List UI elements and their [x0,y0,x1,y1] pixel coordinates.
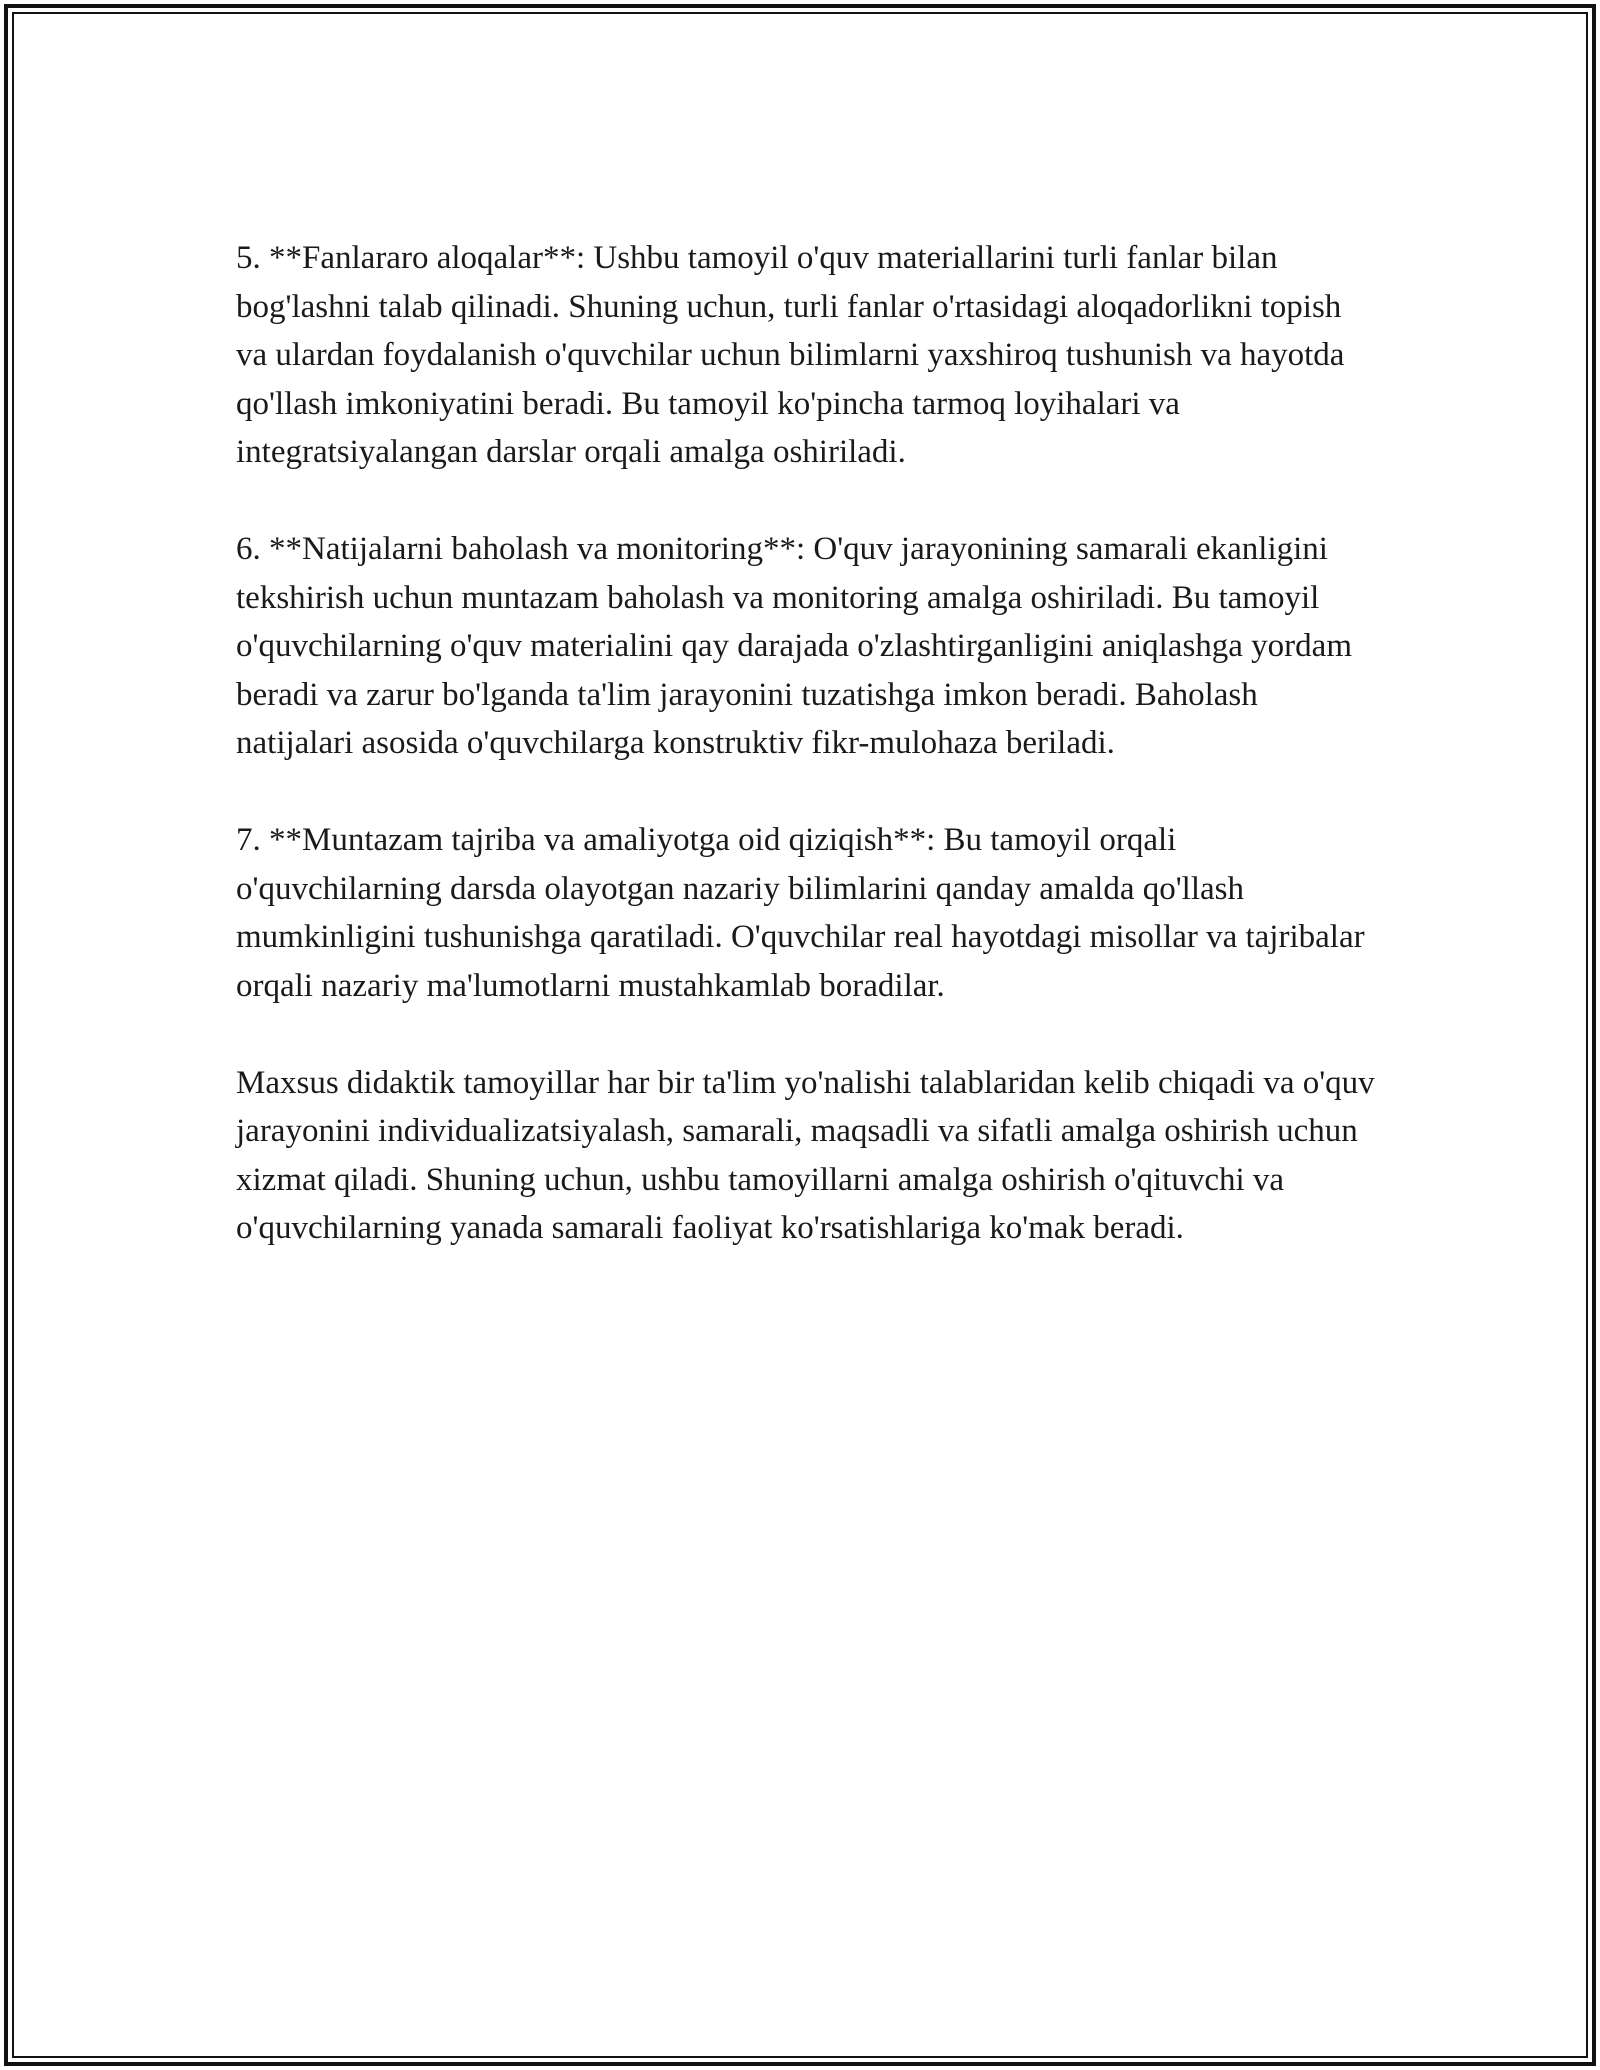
document-body [236,234,1376,1301]
paragraph-special-principles-summary: Maxsus didaktik tamoyillar har bir ta'lim yo'nalishi talablaridan kelib chiqadi va o'quv jarayonini individualizatsiyalash, samarali, maqsadli va sifatli amalga oshirish uchun xizmat qiladi. Shuning uchun, ushbu tamoyillarni amalga oshirish o'qituvchi va o'quvchilarning yanada samarali faoliyat ko'rsatishlariga ko'mak beradi. [236,1064,1375,1246]
paragraph-practice-interest: 7. **Muntazam tajriba va amaliyotga oid qiziqish**: Bu tamoyil orqali o'quvchilarning darsda olayotgan nazariy bilimlarini qanday amalda qo'llash mumkinligini tushunishga qaratiladi. O'quvchilar real hayotdagi misollar va tajribalar orqali nazariy ma'lumotlarni mustahkamlab boradilar. [236,822,1365,1004]
paragraph-assessment-monitoring: 6. **Natijalarni baholash va monitoring**: O'quv jarayonining samarali ekanligini tekshirish uchun muntazam baholash va monitoring amalga oshiriladi. Bu tamoyil o'quvchilarning o'quv materialini qay darajada o'zlashtirganligini aniqlashga yordam beradi va zarur bo'lganda ta'lim jarayonini tuzatishga imkon beradi. Baholash natijalari asosida o'quvchilarga konstruktiv fikr-mulohaza beriladi. [236,531,1352,761]
paragraph-interdisciplinary-links: 5. **Fanlararo aloqalar**: Ushbu tamoyil o'quv materiallarini turli fanlar bilan bog'lashni talab qilinadi. Shuning uchun, turli fanlar o'rtasidagi aloqadorlikni topish va ulardan foydalanish o'quvchilar uchun bilimlarni yaxshiroq tushunish va hayotda qo'llash imkoniyatini beradi. Bu tamoyil ko'pincha tarmoq loyihalari va integratsiyalangan darslar orqali amalga oshiriladi. [236,240,1345,470]
